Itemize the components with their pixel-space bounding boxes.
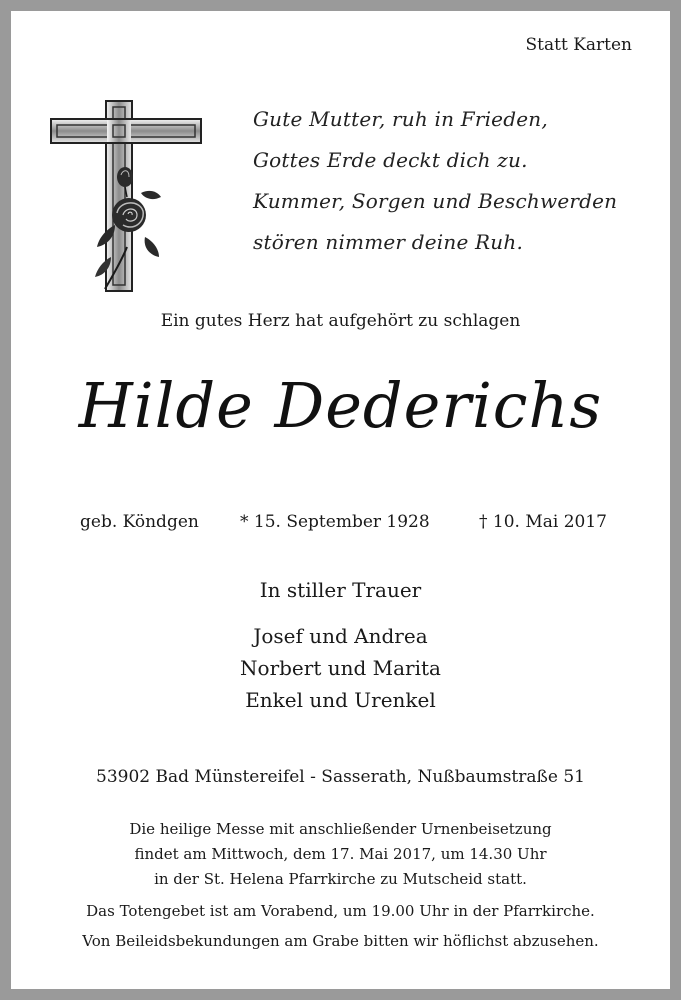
verse-line: Gottes Erde deckt dich zu. <box>253 148 528 172</box>
obituary-card <box>11 11 670 989</box>
condolence-note: Von Beileidsbekundungen am Grabe bitten wir höflichst abzusehen. <box>82 932 599 950</box>
verse-line: Kummer, Sorgen und Beschwerden <box>253 189 618 213</box>
maiden-name: geb. Köndgen <box>80 512 199 532</box>
verse-line: stören nimmer deine Ruh. <box>253 230 524 254</box>
birth-date: * 15. September 1928 <box>240 512 430 532</box>
intro-line: Ein gutes Herz hat aufgehört zu schlagen <box>160 311 521 331</box>
mourner-name: Enkel und Urenkel <box>245 688 436 712</box>
cross-with-rose-icon <box>49 97 203 297</box>
mourner-name: Josef und Andrea <box>253 624 428 648</box>
address: 53902 Bad Münstereifel - Sasserath, Nußbaumstraße 51 <box>96 767 585 787</box>
service-line: Die heilige Messe mit anschließender Urnenbeisetzung <box>129 820 552 838</box>
service-line: in der St. Helena Pfarrkirche zu Mutscheid statt. <box>154 870 527 888</box>
service-info <box>11 817 670 892</box>
mourners-list <box>11 620 670 716</box>
memorial-verse <box>253 99 653 263</box>
death-date: † 10. Mai 2017 <box>479 512 607 532</box>
service-line: findet am Mittwoch, dem 17. Mai 2017, um 14.30 Uhr <box>134 845 547 863</box>
mourner-name: Norbert und Marita <box>240 656 441 680</box>
prayer-info: Das Totengebet ist am Vorabend, um 19.00 Uhr in der Pfarrkirche. <box>86 902 595 920</box>
statt-karten-note: Statt Karten <box>525 35 632 55</box>
verse-line: Gute Mutter, ruh in Frieden, <box>253 107 548 131</box>
mourners-title: In stiller Trauer <box>259 578 422 602</box>
deceased-name: Hilde Dederichs <box>78 369 603 442</box>
